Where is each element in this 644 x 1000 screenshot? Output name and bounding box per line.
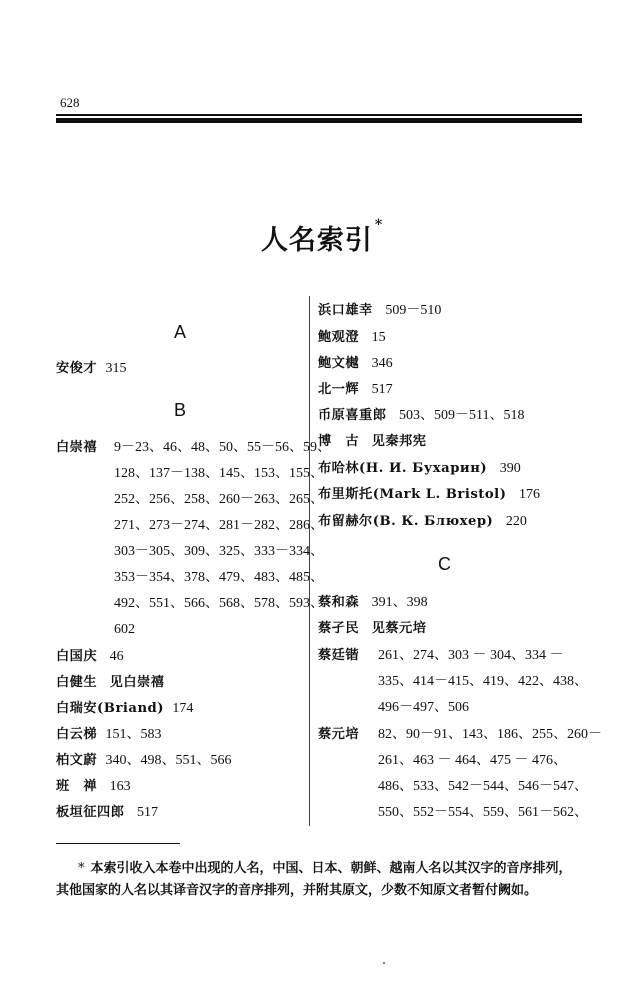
entry-name-baichongxi (56, 439, 97, 457)
entry-pages-line: 335、414－415、419、422、438、 (378, 674, 588, 689)
index-entry (318, 513, 527, 531)
entry-name: 蔡和森 (318, 595, 360, 610)
title-footnote-mark: * (374, 217, 384, 233)
entry-name: 白国庆 (56, 649, 98, 664)
section-letter-b: B (174, 400, 187, 420)
entry-name: 鲍文樾 (318, 356, 360, 371)
index-entry (318, 620, 426, 638)
index-entry (318, 594, 428, 612)
index-entry (318, 355, 393, 373)
entry-pages: 346 (371, 356, 393, 371)
entry-name: 白瑞安(Briand) (56, 701, 164, 716)
index-entry (318, 407, 525, 425)
entry-pages-line: 353－354、378、479、483、485、 (114, 570, 324, 585)
index-entry (56, 804, 158, 822)
index-title-text: 人名索引 (260, 225, 373, 256)
entry-cross-reference: 见蔡元培 (371, 621, 427, 636)
entry-pages: 340、498、551、566 (105, 753, 232, 768)
entry-pages-line: 486、533、542－544、546－547、 (378, 779, 588, 794)
entry-cross-reference: 见秦邦宪 (371, 434, 427, 449)
entry-pages: 517 (371, 382, 393, 397)
entry-pages-line: 303－305、309、325、333－334、 (114, 544, 324, 559)
column-divider (309, 296, 310, 826)
footnote (56, 858, 581, 902)
entry-cross-reference: 见白崇禧 (109, 675, 165, 690)
entry-pages-line: 492、551、566、568、578、593、 (114, 596, 324, 611)
entry-name: 蔡廷锴 (318, 648, 360, 663)
header-rule-thick (56, 118, 582, 123)
entry-pages-line: 252、256、258、260－263、265、 (114, 492, 324, 507)
entry-pages: 163 (109, 779, 131, 794)
entry-name: 蔡孑民 (318, 621, 360, 636)
entry-pages-line: 128、137－138、145、153、155、 (114, 466, 324, 481)
entry-name: 博 古 (318, 434, 360, 449)
index-entry (56, 700, 193, 718)
entry-pages-line: 261、463 － 464、475 － 476、 (378, 753, 567, 768)
entry-pages-line: 271、273－274、281－282、286、 (114, 518, 324, 533)
entry-name: 币原喜重郎 (318, 408, 387, 423)
entry-pages-line: 496－497、506 (378, 700, 469, 715)
entry-pages: 151、583 (105, 727, 162, 742)
entry-name: 蔡元培 (318, 727, 360, 742)
entry-pages: 176 (519, 487, 541, 502)
header-rule-thin (56, 114, 582, 116)
entry-pages: 46 (109, 649, 124, 664)
index-entry (56, 778, 131, 796)
entry-name: 鲍观澄 (318, 330, 360, 345)
entry-pages: 391、398 (371, 595, 428, 610)
entry-name: 安俊才 (56, 361, 98, 376)
entry-pages-line: 261、274、303 － 304、334 － (378, 648, 564, 663)
entry-name: 白崇禧 (56, 440, 98, 455)
entry-pages: 15 (371, 330, 386, 345)
entry-name: 布哈林(Н. И. Бухарин) (318, 461, 488, 476)
entry-pages-line: 9－23、46、48、50、55－56、59、 (114, 440, 331, 455)
index-entry (56, 648, 124, 666)
entry-pages: 315 (105, 361, 127, 376)
entry-name: 柏文蔚 (56, 753, 98, 768)
entry-name-caiyuanpei (318, 726, 359, 744)
entry-pages: 517 (137, 805, 159, 820)
entry-name: 班 禅 (56, 779, 98, 794)
entry-name: 白健生 (56, 675, 98, 690)
page-number: 628 (60, 95, 80, 110)
entry-name: 布留赫尔(В. К. Блюхер) (318, 514, 494, 529)
entry-name: 布里斯托(Mark L. Bristol) (318, 487, 507, 502)
entry-pages-line: 82、90－91、143、186、255、260－ (378, 727, 602, 742)
section-letter-c: C (438, 554, 451, 574)
entry-pages-line: 602 (114, 622, 135, 637)
index-entry (318, 460, 521, 478)
index-entry (318, 486, 540, 504)
index-entry (318, 381, 393, 399)
index-entry (56, 360, 126, 378)
entry-pages: 503、509－511、518 (399, 408, 525, 423)
scan-speck (383, 962, 385, 964)
entry-name: 白云梯 (56, 727, 98, 742)
entry-pages: 220 (505, 514, 527, 529)
entry-pages-line: 550、552－554、559、561－562、 (378, 805, 588, 820)
entry-name: 北一辉 (318, 382, 360, 397)
entry-name: 浜口雄幸 (318, 303, 373, 318)
index-entry (56, 674, 164, 692)
entry-pages: 509－510 (385, 303, 442, 318)
index-entry (318, 433, 426, 451)
index-entry (318, 329, 386, 347)
entry-name: 板垣征四郎 (56, 805, 125, 820)
entry-pages: 390 (499, 461, 521, 476)
footnote-rule (56, 843, 180, 844)
index-entry (56, 726, 161, 744)
index-title (0, 218, 644, 257)
entry-pages: 174 (172, 701, 194, 716)
footnote-mark: * (78, 861, 85, 876)
entry-name-caitingkai (318, 647, 359, 665)
index-entry (318, 302, 441, 320)
footnote-text: 本索引收入本卷中出现的人名，中国、日本、朝鲜、越南人名以其汉字的音序排列，其他国家的人名以其译音汉字的音序排列，并附其原文，少数不知原文者暂付阙如。 (56, 861, 572, 898)
section-letter-a: A (174, 322, 187, 342)
index-entry (56, 752, 231, 770)
